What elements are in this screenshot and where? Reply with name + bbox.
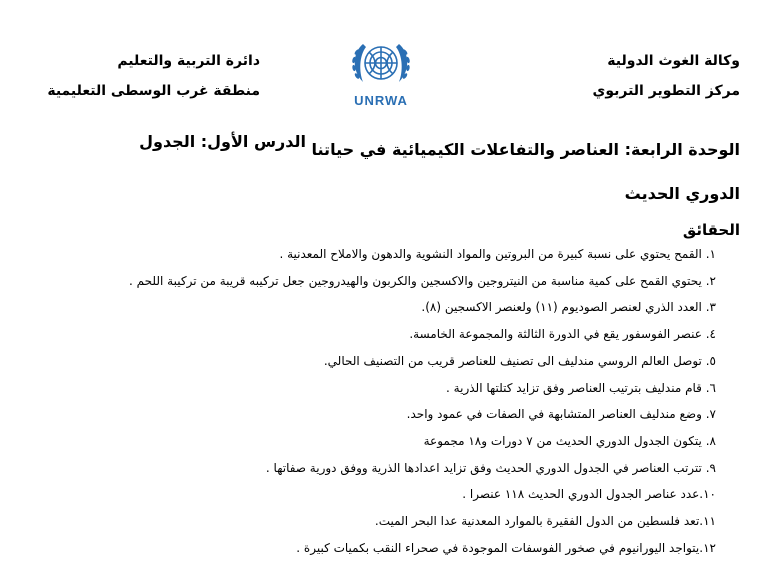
fact-text: عدد عناصر الجدول الدوري الحديث ١١٨ عنصرا .	[462, 487, 700, 502]
fact-item	[36, 401, 716, 428]
unit-title	[311, 128, 740, 216]
un-emblem-icon	[333, 36, 429, 92]
facts-heading: الحقائق	[682, 221, 740, 239]
fact-text: تعد فلسطين من الدول الفقيرة بالموارد المعدنية عدا البحر الميت.	[374, 514, 700, 529]
facts-list	[36, 241, 716, 561]
fact-number: ٣.	[705, 300, 716, 315]
fact-item	[36, 294, 716, 321]
fact-text: القمح يحتوي على نسبة كبيرة من البروتين والمواد النشوية والدهون والاملاح المعدنية .	[279, 247, 702, 261]
fact-item	[36, 375, 716, 402]
fact-item	[36, 428, 716, 455]
fact-number: ١١.	[699, 514, 716, 529]
fact-number: ٩.	[705, 460, 716, 475]
fact-number: ٢.	[705, 273, 716, 288]
fact-text: يتواجد اليورانيوم في صخور الفوسفات الموجودة في صحراء النقب بكميات كبيرة .	[296, 540, 700, 555]
fact-item	[36, 321, 716, 348]
department-name: دائرة التربية والتعليم	[117, 53, 260, 69]
fact-item	[36, 348, 716, 375]
fact-item	[36, 508, 716, 535]
fact-text: يحتوي القمح على كمية مناسبة من النيتروجين والاكسجين والكربون والهيدروجين جعل تركيبه قريبة من تركيبة اللحم .	[129, 273, 702, 288]
fact-number: ٧.	[705, 407, 716, 422]
header-organization	[520, 46, 740, 106]
agency-name: وكالة الغوث الدولية	[607, 53, 740, 69]
fact-text: قام مندليف بترتيب العناصر وفق تزايد كتلتها الذرية .	[446, 380, 702, 395]
fact-item	[36, 481, 716, 508]
lesson-title: الدرس الأول: الجدول	[139, 132, 306, 151]
unit-title-line2: الدوري الحديث	[624, 184, 740, 203]
header-department	[47, 46, 260, 106]
fact-text: توصل العالم الروسي مندليف الى تصنيف للعناصر قريب من التصنيف الحالي.	[323, 353, 702, 368]
fact-text: يتكون الجدول الدوري الحديث من ٧ دورات و١٨ مجموعة	[423, 433, 702, 448]
fact-item	[36, 268, 716, 295]
fact-number: ١٠.	[699, 487, 716, 502]
fact-number: ٤.	[705, 327, 716, 342]
fact-text: تترتب العناصر في الجدول الدوري الحديث وفق تزايد اعدادها الذرية ووفق دورية صفاتها .	[265, 460, 702, 475]
fact-item	[36, 535, 716, 561]
fact-number: ٦.	[705, 380, 716, 395]
fact-item	[36, 455, 716, 482]
fact-text: وضع مندليف العناصر المتشابهة في الصفات في عمود واحد.	[406, 407, 702, 422]
fact-item	[36, 241, 716, 268]
unit-title-line1: الوحدة الرابعة: العناصر والتفاعلات الكيميائية في حياتنا	[311, 140, 740, 159]
center-name: مركز التطوير التربوي	[592, 83, 740, 99]
fact-number: ٨.	[705, 433, 716, 448]
fact-number: ١.	[705, 247, 716, 261]
fact-number: ٥.	[705, 353, 716, 368]
fact-number: ١٢.	[699, 540, 716, 555]
logo-text: UNRWA	[354, 93, 408, 108]
region-name: منطقة غرب الوسطى التعليمية	[47, 83, 260, 99]
fact-text: عنصر الفوسفور يقع في الدورة الثالثة والمجموعة الخامسة.	[409, 327, 702, 342]
unrwa-logo	[333, 36, 429, 108]
fact-text: العدد الذري لعنصر الصوديوم (١١) ولعنصر الاكسجين (٨).	[421, 300, 702, 315]
